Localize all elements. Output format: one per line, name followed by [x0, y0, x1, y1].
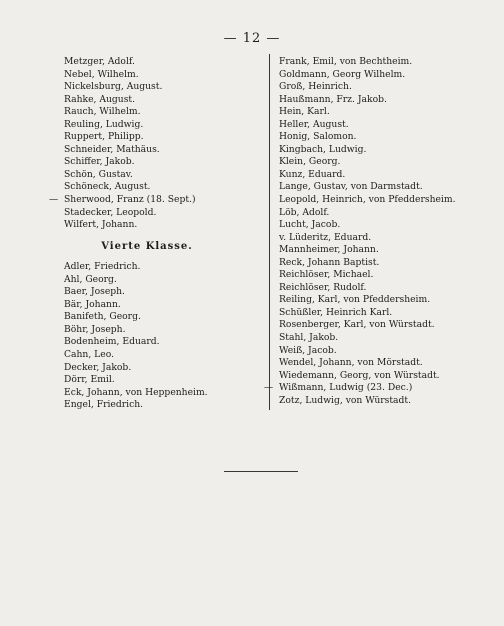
list-item: Groß, Heinrich. — [279, 81, 352, 93]
list-item: Kunz, Eduard. — [279, 168, 346, 180]
list-item: Lucht, Jacob. — [279, 219, 341, 231]
list-item: Frank, Emil, von Bechtheim. — [279, 56, 413, 67]
list-item: Schiffer, Jakob. — [64, 156, 135, 168]
left-top-list — [64, 56, 254, 232]
list-item: Metzger, Adolf. — [64, 56, 135, 67]
list-item: Decker, Jakob. — [64, 361, 132, 373]
list-item: Hein, Karl. — [279, 106, 330, 118]
list-item: Reck, Johann Baptist. — [279, 256, 380, 268]
list-item: Rosenberger, Karl, von Würstadt. — [279, 319, 435, 331]
list-item: Eck, Johann, von Heppenheim. — [64, 386, 208, 398]
list-item: Löb, Adolf. — [279, 206, 330, 218]
list-item: Reuling, Ludwig. — [64, 118, 144, 130]
list-item: Schöneck, August. — [64, 181, 151, 193]
list-item: Haußmann, Frz. Jakob. — [279, 93, 387, 105]
list-item: Wendel, Johann, von Mörstadt. — [279, 357, 423, 369]
list-item: Heller, August. — [279, 118, 349, 130]
list-item: Stadecker, Leopold. — [64, 206, 157, 218]
list-item: Mannheimer, Johann. — [279, 244, 379, 256]
list-item: Rauch, Wilhelm. — [64, 106, 141, 118]
list-item: Goldmann, Georg Wilhelm. — [279, 68, 406, 80]
left-bottom-list — [64, 261, 254, 412]
list-item: v. Lüderitz, Eduard. — [279, 231, 372, 243]
list-item: Wiedemann, Georg, von Würstadt. — [279, 369, 440, 381]
list-item: Reichlöser, Michael. — [279, 269, 374, 281]
list-item: Honig, Salomon. — [279, 131, 357, 143]
list-item: Kingbach, Ludwig. — [279, 143, 367, 155]
list-item: Rahke, August. — [64, 93, 136, 105]
list-item: Leopold, Heinrich, von Pfeddersheim. — [279, 194, 456, 206]
left-column — [64, 56, 254, 412]
page-number: — 12 — — [223, 31, 281, 46]
list-item: Bär, Johann. — [64, 298, 121, 310]
list-item: Weiß, Jacob. — [279, 344, 337, 356]
list-item: Bodenheim, Eduard. — [64, 336, 160, 348]
list-item: Reiling, Karl, von Pfeddersheim. — [279, 294, 431, 306]
list-item: Reichlöser, Rudolf. — [279, 281, 367, 293]
list-item: Ahl, Georg. — [64, 273, 117, 285]
footer-rule — [224, 471, 298, 472]
list-item: Baer, Joseph. — [64, 286, 125, 298]
list-item: Schneider, Mathäus. — [64, 143, 160, 155]
list-item: Stahl, Jakob. — [279, 332, 339, 344]
list-item: — Wißmann, Ludwig (23. Dec.) — [279, 382, 479, 395]
list-item: Cahn, Leo. — [64, 349, 115, 361]
list-item: Dörr, Emil. — [64, 374, 115, 386]
list-item: Nebel, Wilhelm. — [64, 68, 139, 80]
list-item: Adler, Friedrich. — [64, 261, 141, 273]
right-column — [279, 56, 479, 407]
list-item: Klein, Georg. — [279, 156, 341, 168]
list-item: Lange, Gustav, von Darmstadt. — [279, 181, 423, 193]
list-item: Wilfert, Johann. — [64, 219, 138, 231]
list-item: Schüßler, Heinrich Karl. — [279, 306, 393, 318]
list-item: — Sherwood, Franz (18. Sept.) — [64, 194, 254, 207]
column-divider — [269, 54, 270, 410]
list-item: Schön, Gustav. — [64, 168, 133, 180]
list-item: Ruppert, Philipp. — [64, 131, 144, 143]
list-item: Zotz, Ludwig, von Würstadt. — [279, 394, 412, 406]
list-item: Banifeth, Georg. — [64, 311, 141, 323]
list-item: Engel, Friedrich. — [64, 399, 144, 411]
list-item: Böhr, Joseph. — [64, 323, 126, 335]
section-heading: Vierte Klasse. — [101, 240, 193, 252]
list-item: Nickelsburg, August. — [64, 81, 163, 93]
